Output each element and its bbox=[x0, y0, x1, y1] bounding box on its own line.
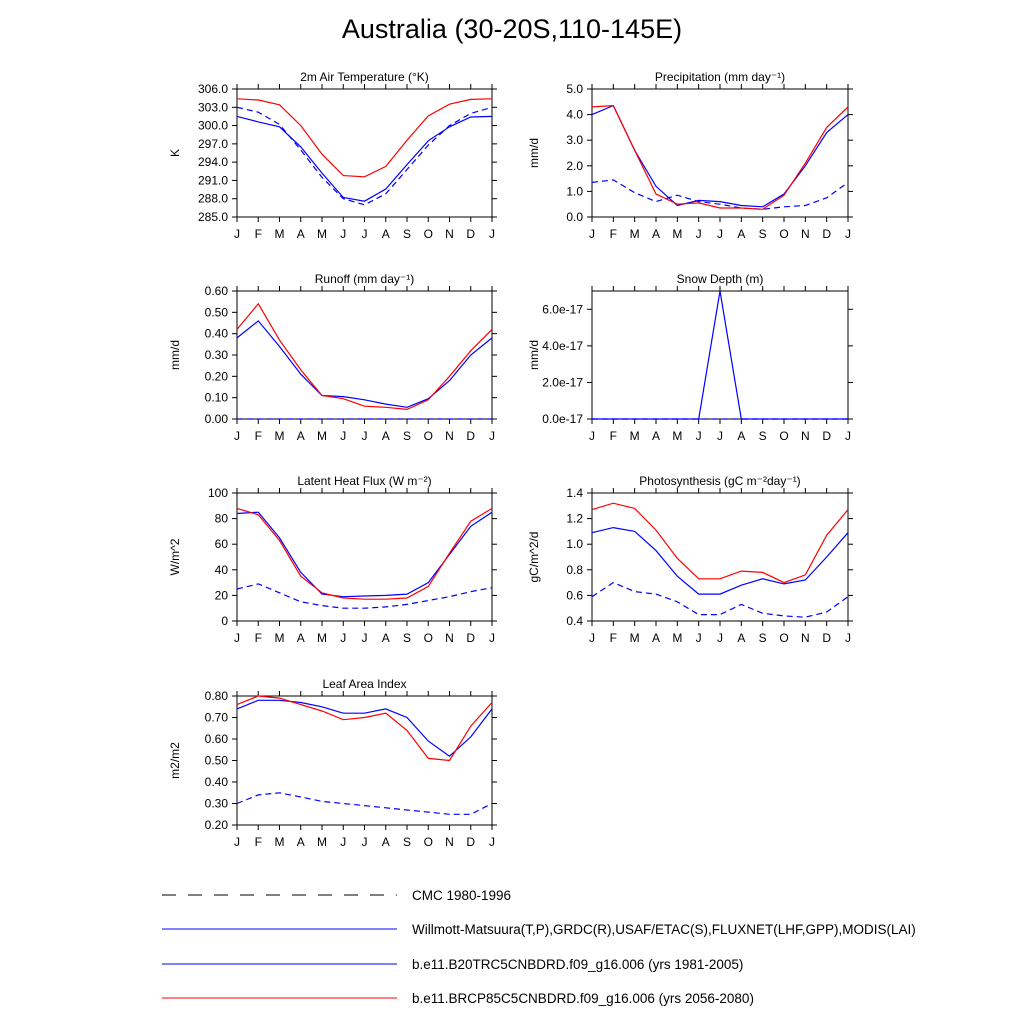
x-tick-label: N bbox=[800, 227, 810, 241]
y-tick-label: 0.50 bbox=[204, 305, 228, 320]
x-tick-label: S bbox=[402, 429, 412, 443]
y-tick-label: 5.0 bbox=[566, 82, 583, 96]
x-tick-label: N bbox=[800, 631, 810, 645]
chart-panel-5 bbox=[168, 474, 497, 645]
x-tick-label: D bbox=[822, 227, 832, 241]
chart-title: Snow Depth (m) bbox=[676, 272, 764, 286]
y-axis-label: mm/d bbox=[168, 340, 182, 370]
x-tick-label: A bbox=[296, 631, 305, 645]
legend-label-4: b.e11.BRCP85C5CNBDRD.f09_g16.006 (yrs 2056-2080) bbox=[412, 991, 754, 1006]
x-tick-label: M bbox=[317, 227, 327, 241]
x-tick-label: J bbox=[234, 835, 240, 849]
x-tick-label: J bbox=[489, 227, 495, 241]
plot-frame bbox=[592, 493, 848, 621]
x-tick-label: D bbox=[466, 835, 476, 849]
x-tick-label: M bbox=[672, 227, 683, 241]
x-tick-label: J bbox=[340, 631, 347, 645]
y-axis-label: K bbox=[168, 148, 182, 158]
x-tick-label: S bbox=[402, 631, 412, 645]
chart-panel-4 bbox=[527, 272, 853, 443]
y-tick-label: 1.0 bbox=[566, 537, 583, 552]
x-tick-label: M bbox=[317, 429, 327, 443]
chart-title: Precipitation (mm day⁻¹) bbox=[654, 70, 786, 84]
chart-title: Leaf Area Index bbox=[322, 677, 407, 691]
x-tick-label: O bbox=[423, 631, 433, 645]
x-tick-label: A bbox=[381, 227, 390, 241]
y-tick-label: 0 bbox=[221, 614, 228, 628]
series-line-3 bbox=[237, 304, 492, 410]
plot-frame bbox=[592, 89, 848, 217]
y-tick-label: 0.6 bbox=[566, 588, 583, 603]
x-tick-label: J bbox=[361, 631, 368, 645]
y-tick-label: 3.0 bbox=[566, 133, 583, 148]
y-tick-label: 0.20 bbox=[204, 818, 228, 832]
series-line-2 bbox=[237, 700, 492, 756]
x-tick-label: M bbox=[274, 631, 285, 645]
x-tick-label: J bbox=[695, 227, 702, 241]
x-tick-label: N bbox=[445, 835, 454, 849]
x-tick-label: A bbox=[381, 835, 390, 849]
x-tick-label: N bbox=[445, 227, 454, 241]
legend-label-3: b.e11.B20TRC5CNBDRD.f09_g16.006 (yrs 1981-2005) bbox=[412, 957, 744, 972]
x-tick-label: A bbox=[737, 429, 746, 443]
series-line-1 bbox=[592, 583, 848, 618]
chart-title: Photosynthesis (gC m⁻²day⁻¹) bbox=[639, 474, 801, 488]
y-axis-label: gC/m^2/d bbox=[527, 531, 541, 583]
x-tick-label: D bbox=[466, 429, 476, 443]
x-tick-label: F bbox=[254, 835, 262, 849]
y-tick-label: 0.40 bbox=[204, 326, 228, 341]
y-tick-label: 1.2 bbox=[566, 511, 583, 526]
y-tick-label: 1.0 bbox=[566, 184, 583, 199]
x-tick-label: J bbox=[340, 429, 347, 443]
x-tick-label: A bbox=[651, 227, 661, 241]
x-tick-label: J bbox=[589, 429, 595, 443]
y-tick-label: 0.60 bbox=[204, 732, 228, 746]
x-tick-label: N bbox=[445, 429, 454, 443]
x-tick-label: J bbox=[717, 631, 723, 645]
x-tick-label: N bbox=[445, 631, 454, 645]
x-tick-label: F bbox=[609, 227, 618, 241]
y-tick-label: 291.0 bbox=[197, 173, 228, 188]
x-tick-label: N bbox=[800, 429, 810, 443]
x-tick-label: S bbox=[758, 227, 767, 241]
x-tick-label: J bbox=[234, 429, 240, 443]
y-axis-label: mm/d bbox=[527, 340, 541, 370]
x-tick-label: J bbox=[589, 227, 595, 241]
x-tick-label: O bbox=[423, 429, 433, 443]
x-tick-label: J bbox=[234, 227, 240, 241]
x-tick-label: S bbox=[402, 835, 412, 849]
x-tick-label: J bbox=[695, 429, 702, 443]
x-tick-label: S bbox=[402, 227, 412, 241]
y-tick-label: 0.30 bbox=[204, 348, 228, 362]
x-tick-label: A bbox=[381, 631, 390, 645]
x-tick-label: J bbox=[361, 227, 368, 241]
x-tick-label: D bbox=[466, 631, 476, 645]
y-tick-label: 0.80 bbox=[204, 689, 228, 703]
x-tick-label: M bbox=[274, 835, 285, 849]
x-tick-label: O bbox=[779, 227, 789, 241]
legend-label-2: Willmott-Matsuura(T,P),GRDC(R),USAF/ETAC(S),FLUXNET(LHF,GPP),MODIS(LAI) bbox=[412, 922, 916, 937]
x-tick-label: J bbox=[717, 429, 723, 443]
x-tick-label: S bbox=[758, 631, 767, 645]
y-tick-label: 0.10 bbox=[204, 390, 228, 405]
x-tick-label: O bbox=[423, 227, 433, 241]
x-tick-label: J bbox=[361, 429, 368, 443]
x-tick-label: J bbox=[361, 835, 368, 849]
y-tick-label: 40 bbox=[214, 562, 228, 577]
x-tick-label: J bbox=[589, 631, 595, 645]
y-tick-label: 0.0 bbox=[566, 210, 583, 224]
x-tick-label: A bbox=[737, 631, 746, 645]
y-tick-label: 0.00 bbox=[204, 412, 228, 426]
x-tick-label: D bbox=[822, 631, 832, 645]
x-tick-label: J bbox=[845, 429, 851, 443]
series-line-1 bbox=[237, 793, 492, 815]
x-tick-label: D bbox=[466, 227, 476, 241]
x-tick-label: A bbox=[296, 835, 305, 849]
series-line-3 bbox=[237, 99, 492, 177]
legend-label-1: CMC 1980-1996 bbox=[412, 888, 512, 903]
x-tick-label: M bbox=[629, 227, 640, 241]
x-tick-label: J bbox=[234, 631, 240, 645]
x-tick-label: S bbox=[758, 429, 767, 443]
y-tick-label: 6.0e-17 bbox=[542, 302, 583, 317]
series-line-1 bbox=[237, 107, 492, 205]
page-title: Australia (30-20S,110-145E) bbox=[341, 14, 683, 44]
y-tick-label: 80 bbox=[214, 511, 228, 526]
chart-panel-6 bbox=[527, 474, 853, 645]
plot-frame bbox=[592, 291, 848, 419]
series-line-3 bbox=[237, 696, 492, 761]
x-tick-label: J bbox=[845, 227, 851, 241]
y-tick-label: 0.40 bbox=[204, 775, 228, 789]
y-tick-label: 0.50 bbox=[204, 753, 228, 768]
y-axis-label: m2/m2 bbox=[168, 742, 182, 779]
y-tick-label: 100 bbox=[207, 486, 228, 500]
y-axis-label: W/m^2 bbox=[168, 538, 182, 576]
x-tick-label: F bbox=[254, 227, 262, 241]
x-tick-label: O bbox=[779, 429, 789, 443]
x-tick-label: J bbox=[717, 227, 723, 241]
x-tick-label: J bbox=[489, 835, 495, 849]
x-tick-label: A bbox=[737, 227, 746, 241]
series-line-2 bbox=[592, 291, 848, 419]
y-tick-label: 297.0 bbox=[197, 136, 228, 151]
y-tick-label: 4.0e-17 bbox=[542, 338, 583, 353]
x-tick-label: F bbox=[609, 429, 618, 443]
x-tick-label: J bbox=[340, 835, 347, 849]
x-tick-label: J bbox=[695, 631, 702, 645]
chart-title: Latent Heat Flux (W m⁻²) bbox=[297, 474, 432, 488]
y-tick-label: 303.0 bbox=[197, 100, 228, 115]
series-line-3 bbox=[592, 106, 848, 210]
chart-panel-1 bbox=[168, 70, 497, 241]
x-tick-label: A bbox=[296, 429, 305, 443]
x-tick-label: O bbox=[779, 631, 789, 645]
series-line-1 bbox=[592, 180, 848, 209]
y-tick-label: 2.0 bbox=[566, 158, 583, 173]
x-tick-label: M bbox=[274, 227, 285, 241]
y-tick-label: 2.0e-17 bbox=[542, 375, 583, 390]
chart-panel-3 bbox=[168, 272, 497, 443]
y-tick-label: 20 bbox=[214, 588, 228, 603]
x-tick-label: O bbox=[423, 835, 433, 849]
y-tick-label: 60 bbox=[214, 537, 228, 552]
y-tick-label: 0.70 bbox=[204, 710, 228, 725]
x-tick-label: D bbox=[822, 429, 832, 443]
series-line-2 bbox=[592, 528, 848, 595]
y-tick-label: 0.8 bbox=[566, 562, 583, 577]
x-tick-label: F bbox=[254, 429, 262, 443]
x-tick-label: M bbox=[317, 835, 327, 849]
chart-title: 2m Air Temperature (°K) bbox=[300, 70, 429, 84]
series-line-2 bbox=[237, 512, 492, 597]
chart-panel-2 bbox=[527, 70, 853, 241]
y-tick-label: 294.0 bbox=[197, 155, 228, 170]
x-tick-label: M bbox=[672, 631, 683, 645]
y-tick-label: 0.4 bbox=[566, 614, 583, 628]
x-tick-label: M bbox=[672, 429, 683, 443]
y-tick-label: 300.0 bbox=[197, 118, 228, 133]
x-tick-label: M bbox=[274, 429, 285, 443]
x-tick-label: A bbox=[651, 429, 661, 443]
y-tick-label: 0.0e-17 bbox=[542, 412, 583, 426]
chart-title: Runoff (mm day⁻¹) bbox=[314, 272, 415, 286]
x-tick-label: M bbox=[629, 429, 640, 443]
x-tick-label: J bbox=[489, 631, 495, 645]
plot-frame bbox=[237, 89, 492, 217]
series-line-3 bbox=[592, 503, 848, 582]
legend bbox=[162, 888, 916, 1006]
x-tick-label: A bbox=[381, 429, 390, 443]
y-tick-label: 285.0 bbox=[197, 210, 228, 224]
y-tick-label: 0.20 bbox=[204, 369, 228, 384]
x-tick-label: M bbox=[317, 631, 327, 645]
series-line-2 bbox=[237, 116, 492, 201]
x-tick-label: J bbox=[845, 631, 851, 645]
x-tick-label: M bbox=[629, 631, 640, 645]
chart-panel-7 bbox=[168, 677, 497, 849]
y-tick-label: 4.0 bbox=[566, 107, 583, 122]
x-tick-label: J bbox=[489, 429, 495, 443]
y-tick-label: 288.0 bbox=[197, 191, 228, 206]
y-tick-label: 306.0 bbox=[197, 82, 228, 96]
x-tick-label: F bbox=[609, 631, 618, 645]
y-tick-label: 1.4 bbox=[566, 486, 583, 500]
series-line-3 bbox=[237, 508, 492, 599]
x-tick-label: F bbox=[254, 631, 262, 645]
x-tick-label: A bbox=[296, 227, 305, 241]
plot-frame bbox=[237, 493, 492, 621]
y-axis-label: mm/d bbox=[527, 138, 541, 168]
y-tick-label: 0.60 bbox=[204, 284, 228, 298]
x-tick-label: J bbox=[340, 227, 347, 241]
x-tick-label: A bbox=[651, 631, 661, 645]
y-tick-label: 0.30 bbox=[204, 796, 228, 811]
